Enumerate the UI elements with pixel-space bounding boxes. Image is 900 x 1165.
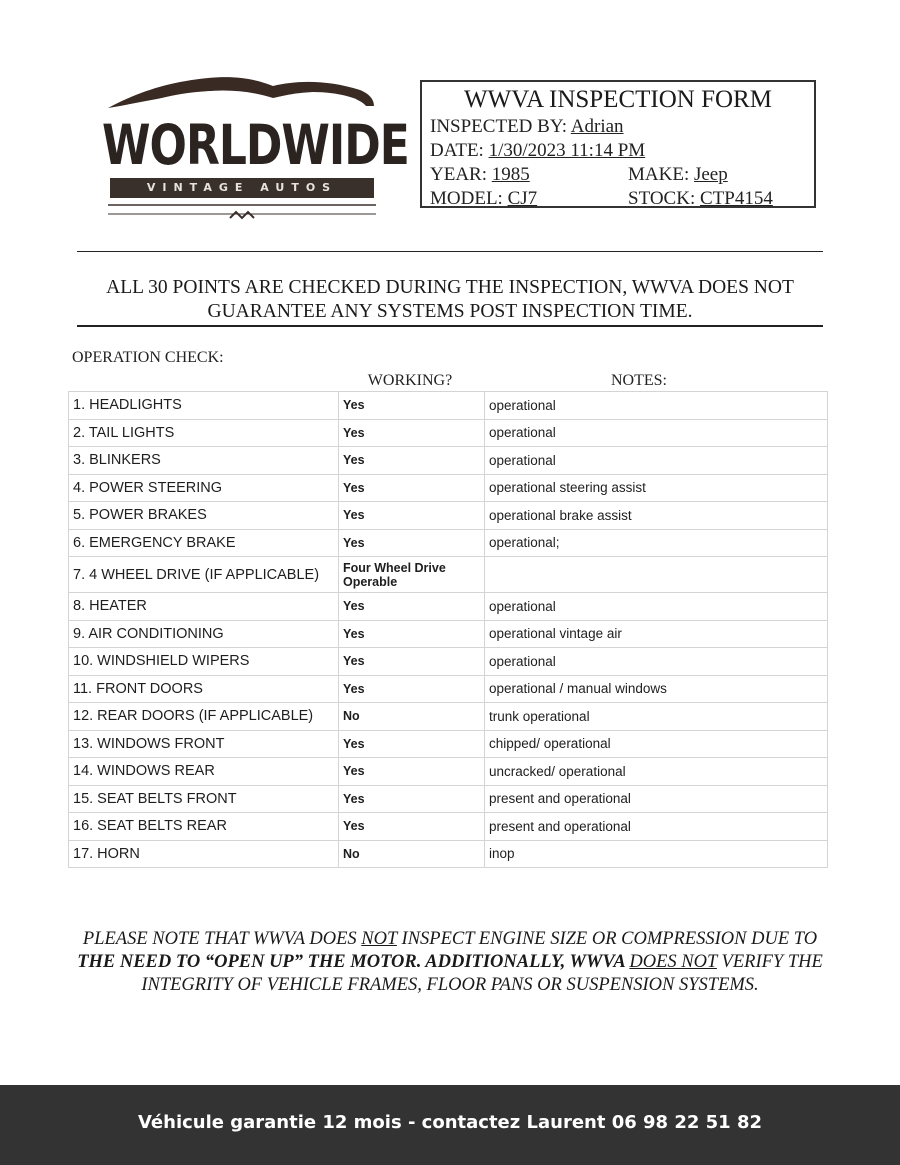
table-row <box>69 557 828 593</box>
disclaimer-line-2 <box>60 951 840 974</box>
working-cell: Yes <box>339 593 485 621</box>
notes-cell: operational vintage air <box>485 620 828 648</box>
notes-cell: uncracked/ operational <box>485 758 828 786</box>
inspection-notice <box>70 276 830 324</box>
date-value: 1/30/2023 11:14 PM <box>488 140 646 161</box>
item-cell: 13. WINDOWS FRONT <box>69 730 339 758</box>
table-row <box>69 675 828 703</box>
working-cell: Yes <box>339 529 485 557</box>
disclaimer-text: VERIFY THE <box>716 952 823 972</box>
disclaimer-text: PLEASE NOTE THAT WWVA DOES <box>82 929 362 949</box>
working-cell: Yes <box>339 813 485 841</box>
table-row <box>69 419 828 447</box>
inspected-by-label: INSPECTED BY: <box>430 116 568 137</box>
disclaimer-line-3: INTEGRITY OF VEHICLE FRAMES, FLOOR PANS OR SUSPENSION SYSTEMS. <box>141 975 759 995</box>
item-cell: 12. REAR DOORS (IF APPLICABLE) <box>69 703 339 731</box>
notes-cell: operational <box>485 392 828 420</box>
table-row <box>69 593 828 621</box>
notes-cell: present and operational <box>485 813 828 841</box>
year-label: YEAR: <box>430 164 487 185</box>
notes-cell: operational <box>485 447 828 475</box>
operation-check-table <box>68 391 828 868</box>
notes-cell: operational brake assist <box>485 502 828 530</box>
make-value: Jeep <box>693 164 728 185</box>
make-label: MAKE: <box>628 164 690 185</box>
notes-cell: inop <box>485 840 828 868</box>
notice-line-1: ALL 30 POINTS ARE CHECKED DURING THE INSPECTION, WWVA DOES NOT <box>106 277 794 298</box>
disclaimer-line-1 <box>60 928 840 951</box>
table-row <box>69 474 828 502</box>
table-row <box>69 785 828 813</box>
table-row <box>69 730 828 758</box>
table-row <box>69 648 828 676</box>
date-label: DATE: <box>430 140 484 161</box>
working-cell: Yes <box>339 392 485 420</box>
working-cell: Yes <box>339 648 485 676</box>
working-cell: Yes <box>339 447 485 475</box>
item-cell: 1. HEADLIGHTS <box>69 392 339 420</box>
model-label: MODEL: <box>430 188 503 209</box>
year-value: 1985 <box>491 164 530 185</box>
notes-cell: trunk operational <box>485 703 828 731</box>
divider-bottom <box>77 325 823 327</box>
working-cell: Yes <box>339 620 485 648</box>
inspection-disclaimer <box>60 928 840 997</box>
table-row <box>69 620 828 648</box>
logo-wordmark: WORLDWIDE <box>102 114 409 178</box>
form-title: WWVA INSPECTION FORM <box>464 86 772 113</box>
item-cell: 5. POWER BRAKES <box>69 502 339 530</box>
working-cell: Yes <box>339 502 485 530</box>
notes-cell: operational; <box>485 529 828 557</box>
notes-cell: operational <box>485 419 828 447</box>
working-cell: Yes <box>339 675 485 703</box>
notes-cell <box>485 557 828 593</box>
model-value: CJ7 <box>507 188 538 209</box>
disclaimer-text: INSPECT ENGINE SIZE OR COMPRESSION DUE TO <box>396 929 818 949</box>
stock-label: STOCK: <box>628 188 696 209</box>
notes-cell: operational <box>485 593 828 621</box>
notes-cell: operational / manual windows <box>485 675 828 703</box>
working-cell: Yes <box>339 758 485 786</box>
working-column-header: WORKING? <box>367 372 453 389</box>
item-cell: 4. POWER STEERING <box>69 474 339 502</box>
table-row <box>69 392 828 420</box>
item-cell: 6. EMERGENCY BRAKE <box>69 529 339 557</box>
table-row <box>69 840 828 868</box>
stock-value: CTP4154 <box>699 188 773 209</box>
disclaimer-emphasis: NOT <box>361 929 397 949</box>
footer-banner <box>0 1085 900 1165</box>
working-cell: No <box>339 703 485 731</box>
year-row <box>430 164 530 186</box>
item-cell: 16. SEAT BELTS REAR <box>69 813 339 841</box>
item-cell: 7. 4 WHEEL DRIVE (IF APPLICABLE) <box>69 557 339 593</box>
item-cell: 2. TAIL LIGHTS <box>69 419 339 447</box>
item-cell: 11. FRONT DOORS <box>69 675 339 703</box>
operation-check-title: OPERATION CHECK: <box>72 349 224 366</box>
working-cell: No <box>339 840 485 868</box>
working-cell: Yes <box>339 474 485 502</box>
table-row <box>69 758 828 786</box>
item-cell: 15. SEAT BELTS FRONT <box>69 785 339 813</box>
worldwide-logo <box>98 68 409 228</box>
make-row <box>628 164 728 186</box>
inspection-form-box <box>420 80 816 208</box>
item-cell: 3. BLINKERS <box>69 447 339 475</box>
stock-row <box>628 188 773 210</box>
working-cell: Yes <box>339 785 485 813</box>
table-row <box>69 703 828 731</box>
item-cell: 14. WINDOWS REAR <box>69 758 339 786</box>
notes-column-header: NOTES: <box>611 372 667 389</box>
notes-cell: operational steering assist <box>485 474 828 502</box>
working-cell: Yes <box>339 730 485 758</box>
notes-cell: operational <box>485 648 828 676</box>
item-cell: 8. HEATER <box>69 593 339 621</box>
item-cell: 9. AIR CONDITIONING <box>69 620 339 648</box>
item-cell: 10. WINDSHIELD WIPERS <box>69 648 339 676</box>
inspected-by-value: Adrian <box>570 116 624 137</box>
item-cell: 17. HORN <box>69 840 339 868</box>
notice-line-2: GUARANTEE ANY SYSTEMS POST INSPECTION TIME. <box>207 301 693 322</box>
table-row <box>69 502 828 530</box>
table-row <box>69 529 828 557</box>
table-row <box>69 813 828 841</box>
working-cell: Four Wheel Drive Operable <box>339 557 485 593</box>
model-row <box>430 188 537 210</box>
date-row <box>430 140 645 162</box>
disclaimer-bold-text: THE NEED TO “OPEN UP” THE MOTOR. ADDITIONALLY, WWVA <box>77 952 630 972</box>
divider-top <box>77 251 823 252</box>
working-cell: Yes <box>339 419 485 447</box>
footer-text: Véhicule garantie 12 mois - contactez Laurent 06 98 22 51 82 <box>137 1112 763 1133</box>
logo-subtitle: VINTAGE AUTOS <box>146 181 338 194</box>
disclaimer-emphasis: DOES NOT <box>629 952 717 972</box>
inspected-by-row <box>430 116 624 138</box>
notes-cell: present and operational <box>485 785 828 813</box>
notes-cell: chipped/ operational <box>485 730 828 758</box>
table-row <box>69 447 828 475</box>
